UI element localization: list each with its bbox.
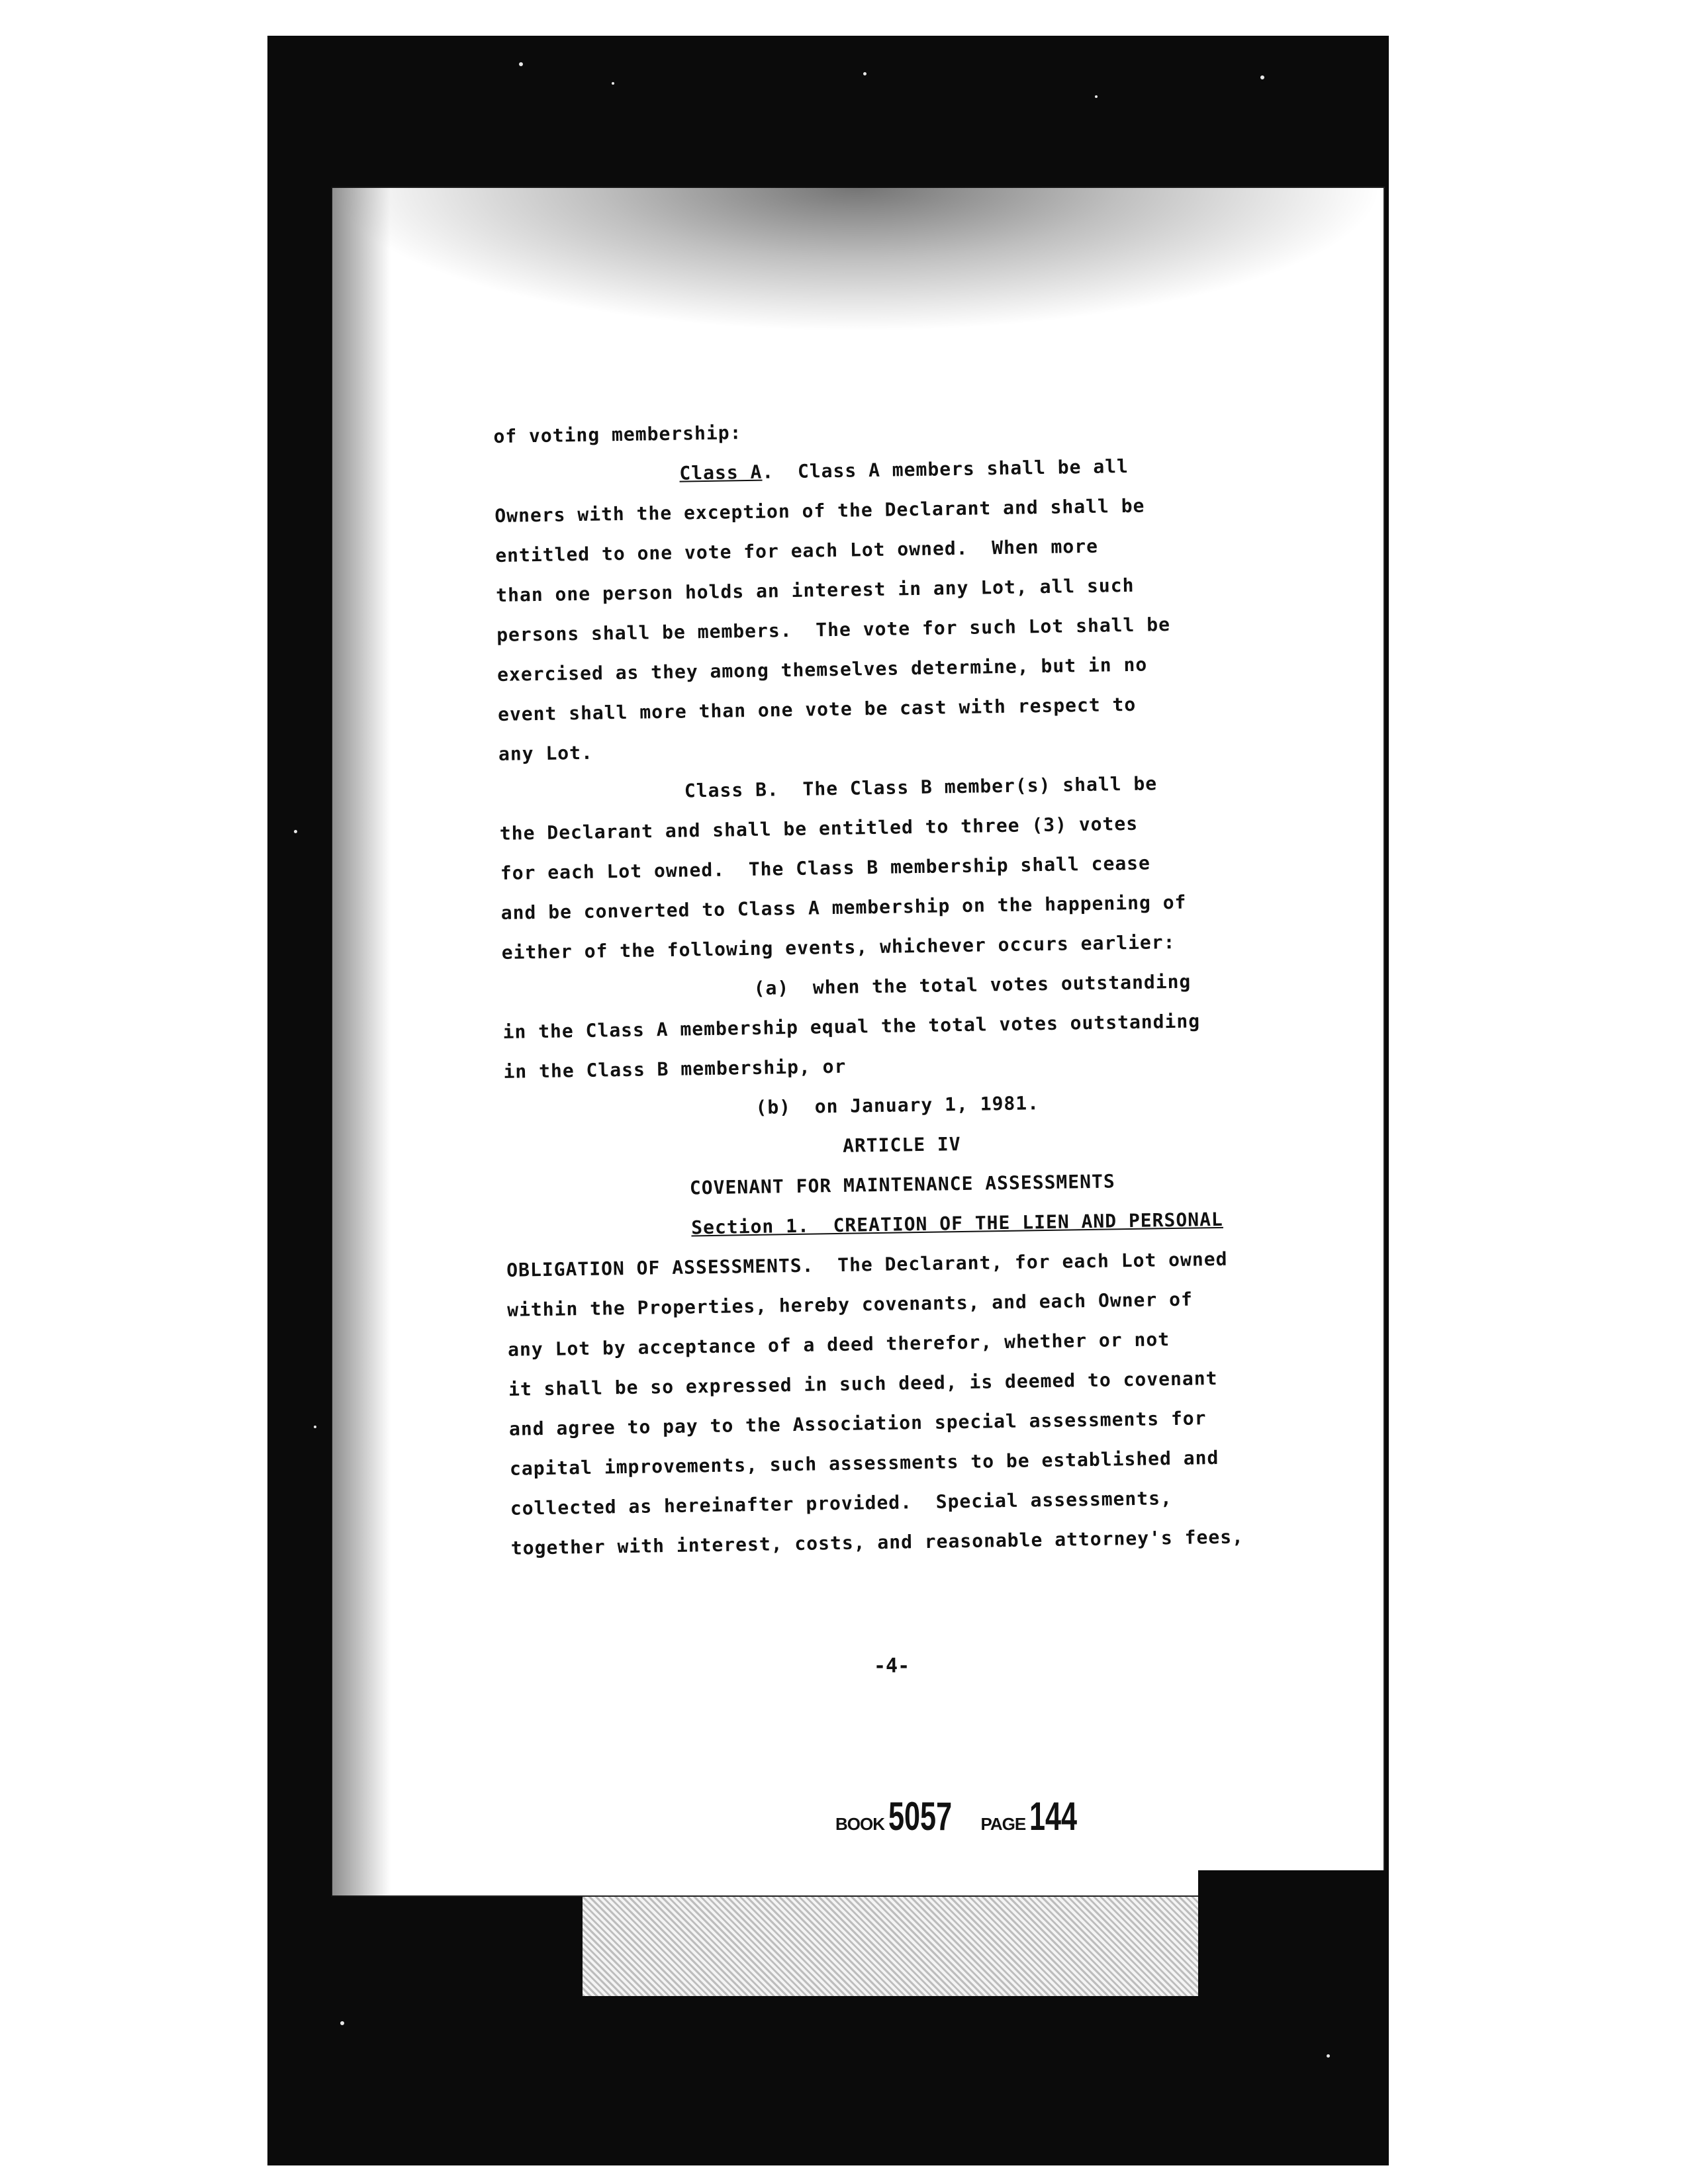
text-line: persons shall be members. The vote for such Lot shall be: [496, 613, 1171, 646]
text-line: Owners with the exception of the Declarant and shall be: [494, 494, 1145, 527]
text-line: OBLIGATION OF ASSESSMENTS. The Declarant, for each Lot owned: [506, 1248, 1228, 1281]
text-line: any Lot.: [498, 741, 594, 765]
text-line: it shall be so expressed in such deed, is deemed to covenant: [508, 1367, 1218, 1400]
book-page-stamp: [835, 1794, 1096, 1839]
text-line-item-b: (b) on January 1, 1981.: [755, 1092, 1040, 1118]
text-line: the Declarant and shall be entitled to three (3) votes: [499, 812, 1139, 844]
text-line: entitled to one vote for each Lot owned. When more: [495, 535, 1099, 567]
text-line-class-b: Class B. The Class B member(s) shall be: [684, 772, 1158, 802]
text-line: collected as hereinafter provided. Special assessments,: [510, 1487, 1173, 1520]
text-line: capital improvements, such assessments to be established and: [509, 1446, 1219, 1480]
text-line: any Lot by acceptance of a deed therefor, whether or not: [507, 1328, 1170, 1361]
text-line: either of the following events, whichever occurs earlier:: [501, 931, 1176, 964]
page-label: PAGE: [980, 1814, 1026, 1834]
text-line: in the Class B membership, or: [503, 1055, 847, 1083]
text-line: for each Lot owned. The Class B membership shall cease: [500, 852, 1151, 884]
stamp-page-number: 144: [1029, 1794, 1078, 1839]
text-line: exercised as they among themselves determine, but in no: [496, 653, 1148, 686]
scan-noise-bottom: [583, 1897, 1198, 1996]
text-line: within the Properties, hereby covenants, and each Owner of: [506, 1288, 1194, 1321]
text-line: in the Class A membership equal the total votes outstanding: [502, 1010, 1201, 1043]
text-line: together with interest, costs, and reasonable attorney's fees,: [510, 1525, 1244, 1559]
book-label: BOOK: [835, 1814, 884, 1834]
section-heading: Section 1. CREATION OF THE LIEN AND PERSONAL: [691, 1208, 1224, 1239]
page-number: -4-: [874, 1655, 910, 1678]
article-title: COVENANT FOR MAINTENANCE ASSESSMENTS: [689, 1170, 1115, 1199]
scan-border-corner: [1198, 1870, 1389, 1996]
text-line: and be converted to Class A membership on the happening of: [500, 891, 1187, 924]
text-line-class-a: Class A. Class A members shall be all: [679, 455, 1129, 484]
text-line: than one person holds an interest in any Lot, all such: [495, 574, 1135, 606]
text-line: event shall more than one vote be cast with respect to: [497, 693, 1137, 725]
document-body: [493, 404, 1305, 1569]
article-heading: ARTICLE IV: [842, 1133, 961, 1157]
book-number: 5057: [888, 1794, 953, 1839]
text-line: of voting membership:: [493, 422, 742, 447]
text-line-item-a: (a) when the total votes outstanding: [753, 970, 1192, 999]
text-line: and agree to pay to the Association special assessments for: [508, 1407, 1207, 1440]
